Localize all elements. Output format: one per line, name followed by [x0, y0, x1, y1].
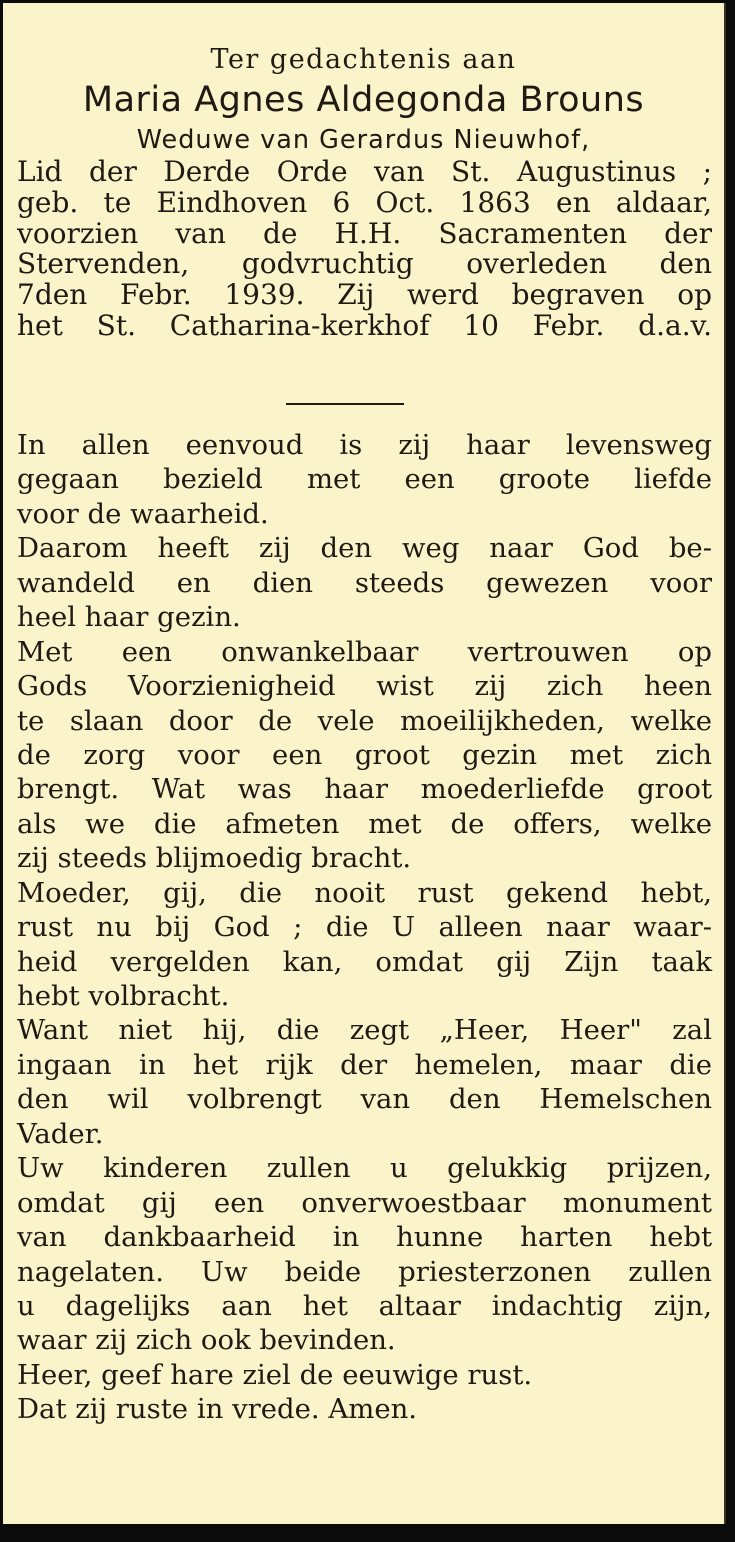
text-line: nagelaten. Uw beide priesterzonen zullen: [17, 1255, 712, 1288]
text-line: Vader.: [17, 1117, 104, 1150]
text-line: den wil volbrengt van den Hemelschen: [17, 1083, 712, 1116]
prayer-text: [3, 428, 724, 1427]
text-line: heid vergelden kan, omdat gij Zijn taak: [17, 945, 712, 978]
memorial-card: [3, 3, 726, 1524]
text-line: Daarom heeft zij den weg naar God be-: [17, 532, 712, 565]
text-line: van dankbaarheid in hunne harten hebt: [17, 1221, 712, 1254]
info-line: Stervenden, godvruchtig overleden den: [17, 247, 712, 281]
text-line: gegaan bezield met een groote liefde: [17, 463, 712, 496]
text-line: zij steeds blijmoedig bracht.: [17, 842, 412, 875]
text-line: omdat gij een onverwoestbaar monument: [17, 1186, 712, 1219]
text-line: rust nu bij God ; die U alleen naar waar-: [17, 911, 712, 944]
info-line: voorzien van de H.H. Sacramenten der: [17, 216, 712, 250]
info-line: geb. te Eindhoven 6 Oct. 1863 en aldaar,: [17, 185, 712, 219]
text-line: hebt volbracht.: [17, 980, 230, 1012]
text-line: Moeder, gij, die nooit rust gekend hebt,: [17, 876, 712, 909]
text-line: waar zij zich ook bevinden.: [17, 1324, 396, 1357]
deceased-name: Maria Agnes Aldegonda Brouns: [82, 80, 645, 120]
info-line: Lid der Derde Orde van St. Augustinus ;: [17, 155, 712, 188]
text-line: de zorg voor een groot gezin met zich: [17, 738, 712, 771]
text-line: als we die afmeten met de offers, welke: [17, 807, 712, 840]
text-line: voor de waarheid.: [17, 497, 269, 530]
text-line: Dat zij ruste in vrede. Amen.: [17, 1393, 418, 1426]
text-line: brengt. Wat was haar moederliefde groot: [17, 773, 712, 806]
divider-rule: [286, 403, 404, 405]
text-line: Heer, geef hare ziel de eeuwige rust.: [17, 1358, 533, 1391]
text-line: ingaan in het rijk der hemelen, maar die: [17, 1048, 712, 1081]
text-line: Met een onwankelbaar vertrouwen op: [17, 635, 712, 668]
text-line: Want niet hij, die zegt „Heer, Heer" zal: [17, 1014, 712, 1047]
pretitle: Ter gedachtenis aan: [210, 44, 517, 75]
text-line: u dagelijks aan het altaar indachtig zijn,: [17, 1289, 712, 1322]
text-line: Gods Voorzienigheid wist zij zich heen: [17, 670, 712, 703]
text-line: Uw kinderen zullen u gelukkig prijzen,: [17, 1152, 712, 1185]
text-line: In allen eenvoud is zij haar levensweg: [17, 429, 712, 461]
info-line: 7den Febr. 1939. Zij werd begraven op: [17, 278, 712, 312]
card-header: [3, 43, 724, 342]
info-line: het St. Catharina-kerkhof 10 Febr. d.a.v.: [17, 308, 712, 342]
text-line: heel haar gezin.: [17, 601, 241, 634]
widow-of-line: Weduwe van Gerardus Nieuwhof,: [136, 125, 591, 155]
text-line: te slaan door de vele moeilijkheden, welke: [17, 704, 712, 737]
text-line: wandeld en dien steeds gewezen voor: [17, 566, 712, 599]
